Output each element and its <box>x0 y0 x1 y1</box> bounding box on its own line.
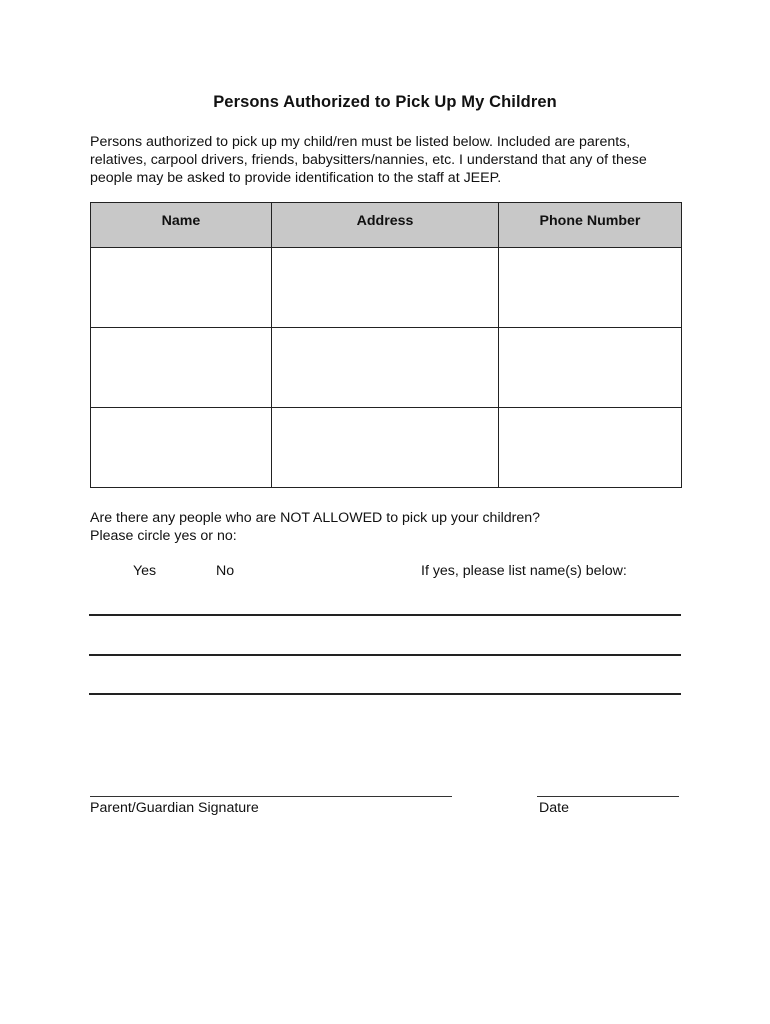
intro-paragraph <box>90 133 690 187</box>
not-allowed-name-line-1[interactable] <box>89 614 681 616</box>
intro-line: people may be asked to provide identification to the staff at JEEP. <box>90 170 502 186</box>
table-row <box>91 408 682 488</box>
signature-label: Parent/Guardian Signature <box>90 800 259 816</box>
intro-line: relatives, carpool drivers, friends, babysitters/nannies, etc. I understand that any of these <box>90 152 647 168</box>
date-label: Date <box>539 800 569 816</box>
question-line: Are there any people who are NOT ALLOWED to pick up your children? <box>90 510 541 526</box>
address-cell[interactable] <box>272 248 499 328</box>
name-cell[interactable] <box>91 248 272 328</box>
address-cell[interactable] <box>272 408 499 488</box>
phone-cell[interactable] <box>499 328 682 408</box>
signature-line[interactable] <box>90 796 452 797</box>
name-cell[interactable] <box>91 408 272 488</box>
name-cell[interactable] <box>91 328 272 408</box>
phone-column-header: Phone Number <box>499 203 682 248</box>
not-allowed-question <box>90 509 540 545</box>
phone-cell[interactable] <box>499 248 682 328</box>
date-line[interactable] <box>537 796 679 797</box>
authorized-persons-table <box>90 202 682 488</box>
if-yes-instruction: If yes, please list name(s) below: <box>421 563 627 579</box>
intro-line: Persons authorized to pick up my child/ren must be listed below. Included are parents, <box>90 134 631 150</box>
not-allowed-name-line-2[interactable] <box>89 654 681 656</box>
name-column-header: Name <box>91 203 272 248</box>
table-row <box>91 248 682 328</box>
question-line: Please circle yes or no: <box>90 528 237 544</box>
table-row <box>91 328 682 408</box>
phone-cell[interactable] <box>499 408 682 488</box>
table-header-row <box>91 203 682 248</box>
address-cell[interactable] <box>272 328 499 408</box>
address-column-header: Address <box>272 203 499 248</box>
yes-option[interactable]: Yes <box>133 563 157 579</box>
not-allowed-name-line-3[interactable] <box>89 693 681 695</box>
form-title: Persons Authorized to Pick Up My Children <box>213 93 557 111</box>
no-option[interactable]: No <box>216 563 235 579</box>
